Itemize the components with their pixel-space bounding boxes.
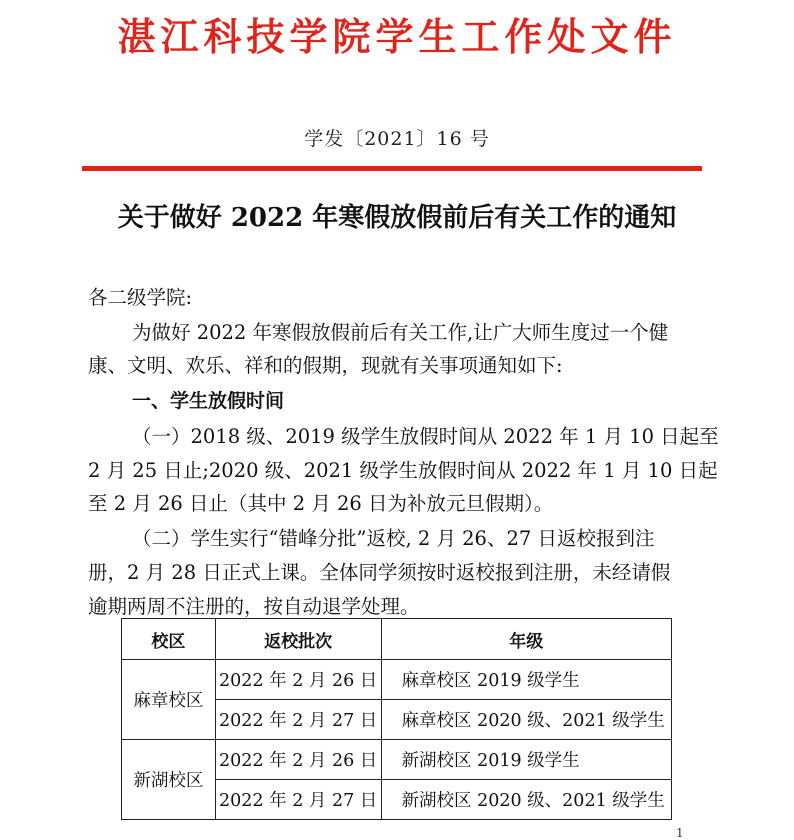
intro-line-1: 为做好 2022 年寒假放假前后有关工作,让广大师生度过一个健 [132, 321, 669, 344]
grade-cell: 麻章校区 2019 级学生 [381, 660, 671, 700]
page-number: 1 [676, 826, 684, 840]
item1-line-1: （一）2018 级、2019 级学生放假时间从 2022 年 1 月 10 日起至 [132, 425, 719, 448]
salutation: 各二级学院: [88, 286, 193, 309]
return-schedule-table [121, 618, 672, 820]
header-return-batch: 返校批次 [215, 619, 381, 660]
red-divider-line [82, 166, 702, 171]
campus-cell: 麻章校区 [122, 660, 216, 740]
batch-date-cell: 2022 年 2 月 26 日 [215, 660, 381, 700]
table-header-row [122, 619, 672, 660]
item1-line-3: 至 2 月 26 日止（其中 2 月 26 日为补放元旦假期）。 [88, 492, 554, 515]
item2-line-3: 逾期两周不注册的，按自动退学处理。 [88, 595, 420, 618]
grade-cell: 新湖校区 2019 级学生 [381, 740, 671, 780]
grade-cell: 麻章校区 2020 级、2021 级学生 [381, 700, 671, 740]
issuer-title: 湛江科技学院学生工作处文件 [117, 14, 677, 59]
header-grade: 年级 [381, 619, 671, 660]
section-heading-holiday-time: 一、学生放假时间 [132, 390, 285, 412]
table-row [122, 740, 672, 780]
item1-line-2: 2 月 25 日止;2020 级、2021 级学生放假时间从 2022 年 1 月 10 日起 [88, 459, 718, 482]
intro-line-2: 康、文明、欢乐、祥和的假期，现就有关事项通知如下: [88, 354, 563, 377]
item2-line-2: 册，2 月 28 日正式上课。全体同学须按时返校报到注册，未经请假 [88, 561, 671, 584]
grade-cell: 新湖校区 2020 级、2021 级学生 [381, 780, 671, 820]
campus-cell: 新湖校区 [122, 740, 216, 820]
table-row [122, 660, 672, 700]
batch-date-cell: 2022 年 2 月 27 日 [215, 780, 381, 820]
notice-title: 关于做好 2022 年寒假放假前后有关工作的通知 [117, 203, 677, 233]
item2-line-1: （二）学生实行“错峰分批”返校, 2 月 26、27 日返校报到注 [132, 527, 655, 550]
batch-date-cell: 2022 年 2 月 26 日 [215, 740, 381, 780]
document-number: 学发〔2021〕16 号 [304, 128, 490, 150]
header-campus: 校区 [122, 619, 216, 660]
batch-date-cell: 2022 年 2 月 27 日 [215, 700, 381, 740]
